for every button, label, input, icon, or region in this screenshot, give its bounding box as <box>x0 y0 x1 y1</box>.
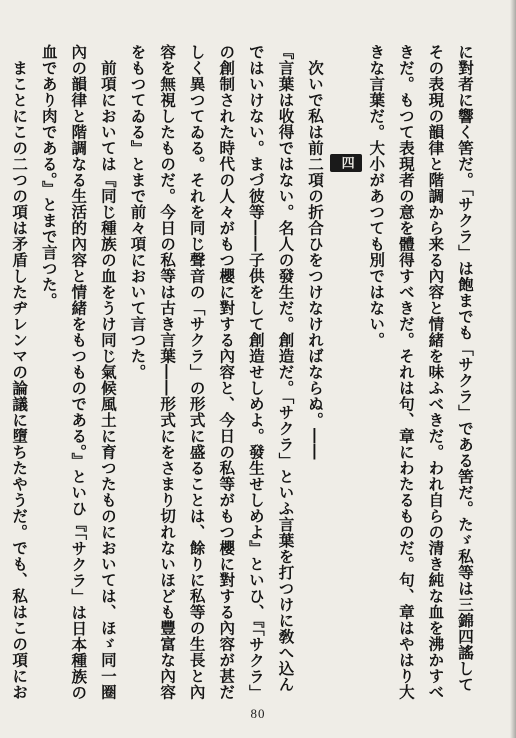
page-edge-shadow <box>510 0 516 738</box>
paragraph-2: 次いで私は前二項の折合ひをつけなければならぬ。―― <box>306 59 326 460</box>
section-marker <box>330 44 362 704</box>
vertical-text-body <box>0 44 480 704</box>
page-number: 80 <box>250 706 266 721</box>
section-number: 四 <box>330 154 362 172</box>
paragraph-1: に對者に響く筈だ。「サクラ」は飽までも「サクラ」である筈だ。たゞ私等は三錦四謠してその表現の韻律と階調から来る內容と情緒を味ふべきだ。われ自らの清き純な血を沸かすべきだ。もつて表現者の意を體得すべきだ。それは句、章にわたるものだ。句、章はやはり大きな言葉だ。大小があつても別ではない。 <box>367 44 475 700</box>
paragraph-5: まことにこの二つの項は矛盾したヂレンマの論議に墮ちたやうだ。でも、私はこの項にお <box>10 59 30 700</box>
paragraph-4: 前項においては『同じ種族の血をうけ同じ氣候風土に育つたものにおいては、ほゞ同一圈內の韻律と階調なる生活的內容と情緒をもつものである。』といひ『「サクラ」は日本種族の血であり肉である。』とまで言つた。 <box>39 44 118 701</box>
paragraph-3: 『言葉は收得ではない。名人の發生だ。創造だ。「サクラ」といふ言葉を打つけに敎へ込んではいけない。まづ彼等――子供をして創造せしめよ。發生せしめよ』といひ、『「サクラ」の創制された時代の人々がもつ櫻に對する內容と、今日の私等がもつ櫻に對する內容が甚だしく異つてゐる。それを同じ聲音の「サクラ」の形式に盛ることは、餘りに私等の生長と內容を無視したものだ。今日の私等は古き言葉――形式にをさまり切れないほども豐富な內容をもつてゐる』とまで前々項において言つた。 <box>128 44 296 701</box>
